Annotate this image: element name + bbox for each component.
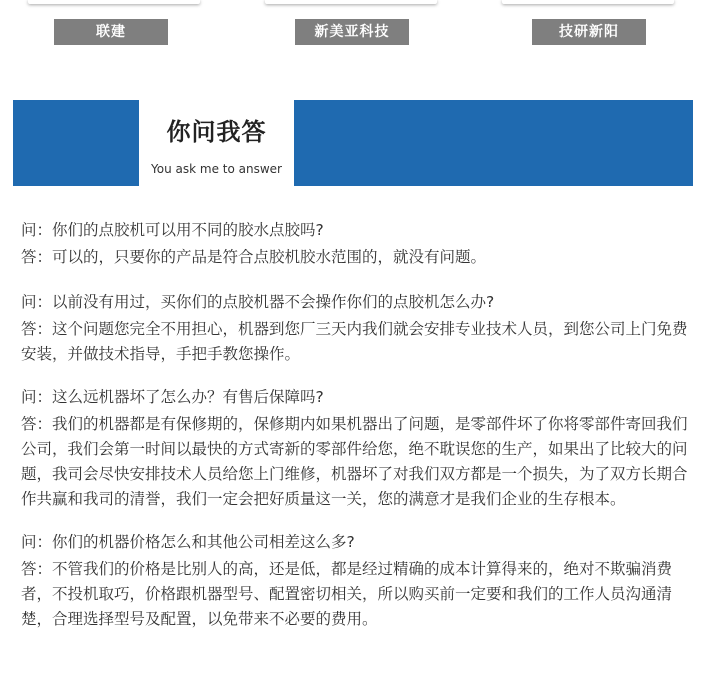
faq-answer: 答：可以的，只要你的产品是符合点胶机胶水范围的，就没有问题。 [21,248,487,266]
faq-question: 问：你们的机器价格怎么和其他公司相差这么多? [21,533,355,551]
partner-card-lianjian [28,0,200,4]
faq-question: 问：这么远机器坏了怎么办？有售后保障吗? [21,388,324,406]
faq-question: 问：你们的点胶机可以用不同的胶水点胶吗? [21,221,324,239]
faq-question: 问：以前没有用过，买你们的点胶机器不会操作你们的点胶机怎么办? [21,293,495,311]
faq-banner [13,100,693,186]
partner-label-xinmeiya: 新美亚科技 [295,19,409,45]
faq-answer: 答：这个问题您完全不用担心，机器到您厂三天内我们就会安排专业技术人员，到您公司上门免费安装，并做技术指导，手把手教您操作。 [21,320,688,363]
partner-card-xinmeiya [265,0,437,4]
banner-blue-block-right [294,100,693,186]
banner-blue-block-left [13,100,139,186]
partner-label-lianjian: 联建 [54,19,168,45]
faq-answer: 答：不管我们的价格是比别人的高，还是低，都是经过精确的成本计算得来的，绝对不欺骗消费者，不投机取巧，价格跟机器型号、配置密切相关，所以购买前一定要和我们的工作人员沟通清楚，合理选择型号及配置，以免带来不必要的费用。 [21,560,673,628]
faq-list [21,218,697,648]
partner-card-jiyan [502,0,674,4]
faq-item [21,290,697,367]
banner-title: 你问我答 [166,118,267,146]
banner-subtitle: You ask me to answer [151,162,282,176]
faq-item [21,218,697,270]
faq-answer: 答：我们的机器都是有保修期的，保修期内如果机器出了问题，是零部件坏了你将零部件寄回我们公司，我们会第一时间以最快的方式寄新的零部件给您，绝不耽误您的生产，如果出了比较大的问题，我司会尽快安排技术人员给您上门维修，机器坏了对我们双方都是一个损失，为了双方长期合作共赢和我司的清誉，我们一定会把好质量这一关，您的满意才是我们企业的生存根本。 [21,415,688,508]
faq-item [21,530,697,632]
faq-item [21,385,697,512]
partner-label-jiyan: 技研新阳 [532,19,646,45]
